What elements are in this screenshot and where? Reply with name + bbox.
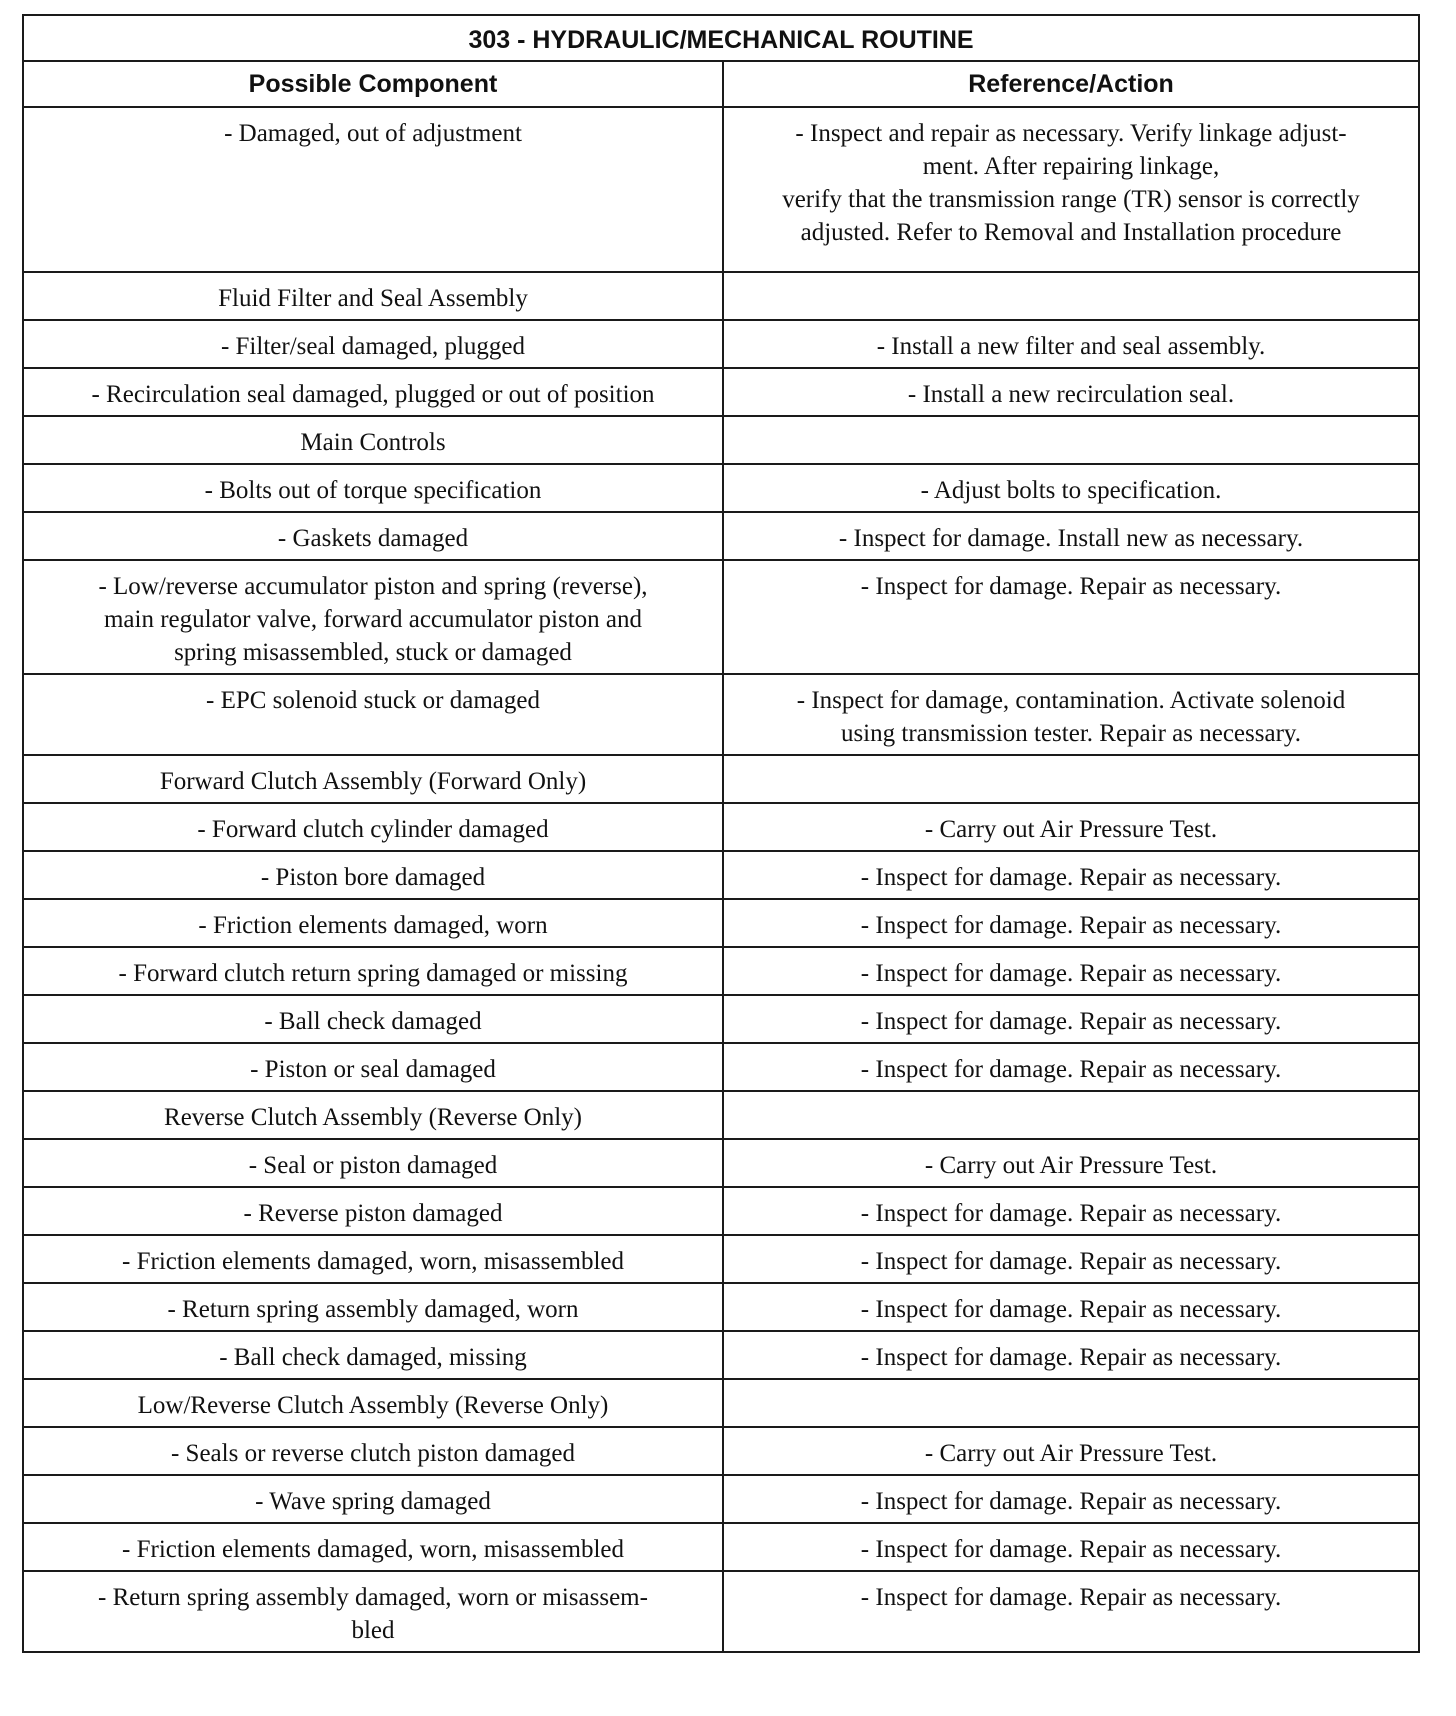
action-cell: - Inspect and repair as necessary. Verify linkage adjust- ment. After repairing linkage, verify that the transmission range (TR) sensor is correctly adjusted. Refer to Removal and Installation procedure [723, 107, 1419, 272]
component-cell: - Reverse piston damaged [23, 1187, 723, 1235]
table-row [23, 995, 1419, 1043]
action-cell [723, 1091, 1419, 1139]
component-cell: - Ball check damaged, missing [23, 1331, 723, 1379]
action-cell: - Install a new filter and seal assembly. [723, 320, 1419, 368]
component-cell: - Low/reverse accumulator piston and spring (reverse), main regulator valve, forward accumulator piston and spring misassembled, stuck or damaged [23, 560, 723, 674]
table-row [23, 1475, 1419, 1523]
action-cell: - Carry out Air Pressure Test. [723, 803, 1419, 851]
action-cell: - Inspect for damage. Repair as necessary. [723, 899, 1419, 947]
component-cell: - Friction elements damaged, worn, misassembled [23, 1523, 723, 1571]
table-row [23, 1571, 1419, 1652]
table-row [23, 1235, 1419, 1283]
component-cell: Reverse Clutch Assembly (Reverse Only) [23, 1091, 723, 1139]
component-cell: - Wave spring damaged [23, 1475, 723, 1523]
action-cell: - Inspect for damage. Repair as necessary. [723, 851, 1419, 899]
table-row [23, 1139, 1419, 1187]
component-cell: - Forward clutch cylinder damaged [23, 803, 723, 851]
table-row [23, 464, 1419, 512]
table-row [23, 368, 1419, 416]
action-cell: - Carry out Air Pressure Test. [723, 1139, 1419, 1187]
column-header-component: Possible Component [23, 61, 723, 107]
component-cell: - Filter/seal damaged, plugged [23, 320, 723, 368]
table-row [23, 560, 1419, 674]
table-row [23, 1523, 1419, 1571]
component-cell: - Return spring assembly damaged, worn [23, 1283, 723, 1331]
table-title-row [23, 15, 1419, 61]
action-cell [723, 416, 1419, 464]
action-cell: - Inspect for damage. Repair as necessary. [723, 1523, 1419, 1571]
component-cell: - EPC solenoid stuck or damaged [23, 674, 723, 755]
action-cell: - Adjust bolts to specification. [723, 464, 1419, 512]
action-cell: - Carry out Air Pressure Test. [723, 1427, 1419, 1475]
table-body [23, 107, 1419, 1652]
table-row [23, 320, 1419, 368]
component-cell: - Seals or reverse clutch piston damaged [23, 1427, 723, 1475]
action-cell: - Inspect for damage. Repair as necessary. [723, 1043, 1419, 1091]
action-cell: - Inspect for damage. Repair as necessary. [723, 1571, 1419, 1652]
table-title: 303 - HYDRAULIC/MECHANICAL ROUTINE [23, 15, 1419, 61]
component-cell: Forward Clutch Assembly (Forward Only) [23, 755, 723, 803]
action-cell: - Inspect for damage. Repair as necessary. [723, 947, 1419, 995]
component-cell: - Piston bore damaged [23, 851, 723, 899]
component-cell: - Friction elements damaged, worn [23, 899, 723, 947]
action-cell: - Inspect for damage, contamination. Activate solenoid using transmission tester. Repair as necessary. [723, 674, 1419, 755]
component-cell: Main Controls [23, 416, 723, 464]
component-cell: - Damaged, out of adjustment [23, 107, 723, 272]
table-row [23, 512, 1419, 560]
component-cell: Low/Reverse Clutch Assembly (Reverse Only) [23, 1379, 723, 1427]
action-cell [723, 1379, 1419, 1427]
table-row [23, 1331, 1419, 1379]
action-cell: - Inspect for damage. Repair as necessary. [723, 1331, 1419, 1379]
action-cell: - Inspect for damage. Repair as necessary. [723, 1187, 1419, 1235]
table-row [23, 1283, 1419, 1331]
action-cell: - Install a new recirculation seal. [723, 368, 1419, 416]
routine-table [22, 14, 1420, 1653]
table-row [23, 674, 1419, 755]
table-row [23, 272, 1419, 320]
table-row [23, 1379, 1419, 1427]
table-row [23, 107, 1419, 272]
action-cell: - Inspect for damage. Repair as necessary. [723, 560, 1419, 674]
component-cell: - Bolts out of torque specification [23, 464, 723, 512]
table-row [23, 803, 1419, 851]
component-cell: - Forward clutch return spring damaged or missing [23, 947, 723, 995]
action-cell: - Inspect for damage. Install new as necessary. [723, 512, 1419, 560]
table-row [23, 947, 1419, 995]
action-cell: - Inspect for damage. Repair as necessary. [723, 1235, 1419, 1283]
column-header-action: Reference/Action [723, 61, 1419, 107]
table-row [23, 899, 1419, 947]
action-cell: - Inspect for damage. Repair as necessary. [723, 995, 1419, 1043]
table-header-row [23, 61, 1419, 107]
component-cell: - Gaskets damaged [23, 512, 723, 560]
action-cell [723, 755, 1419, 803]
table-row [23, 1427, 1419, 1475]
component-cell: - Return spring assembly damaged, worn or misassem- bled [23, 1571, 723, 1652]
table-row [23, 416, 1419, 464]
table-row [23, 755, 1419, 803]
table-row [23, 1187, 1419, 1235]
table-row [23, 851, 1419, 899]
component-cell: - Piston or seal damaged [23, 1043, 723, 1091]
table-row [23, 1043, 1419, 1091]
action-cell: - Inspect for damage. Repair as necessary. [723, 1283, 1419, 1331]
action-cell: - Inspect for damage. Repair as necessary. [723, 1475, 1419, 1523]
component-cell: - Seal or piston damaged [23, 1139, 723, 1187]
component-cell: Fluid Filter and Seal Assembly [23, 272, 723, 320]
action-cell [723, 272, 1419, 320]
component-cell: - Ball check damaged [23, 995, 723, 1043]
component-cell: - Friction elements damaged, worn, misassembled [23, 1235, 723, 1283]
table-row [23, 1091, 1419, 1139]
component-cell: - Recirculation seal damaged, plugged or out of position [23, 368, 723, 416]
